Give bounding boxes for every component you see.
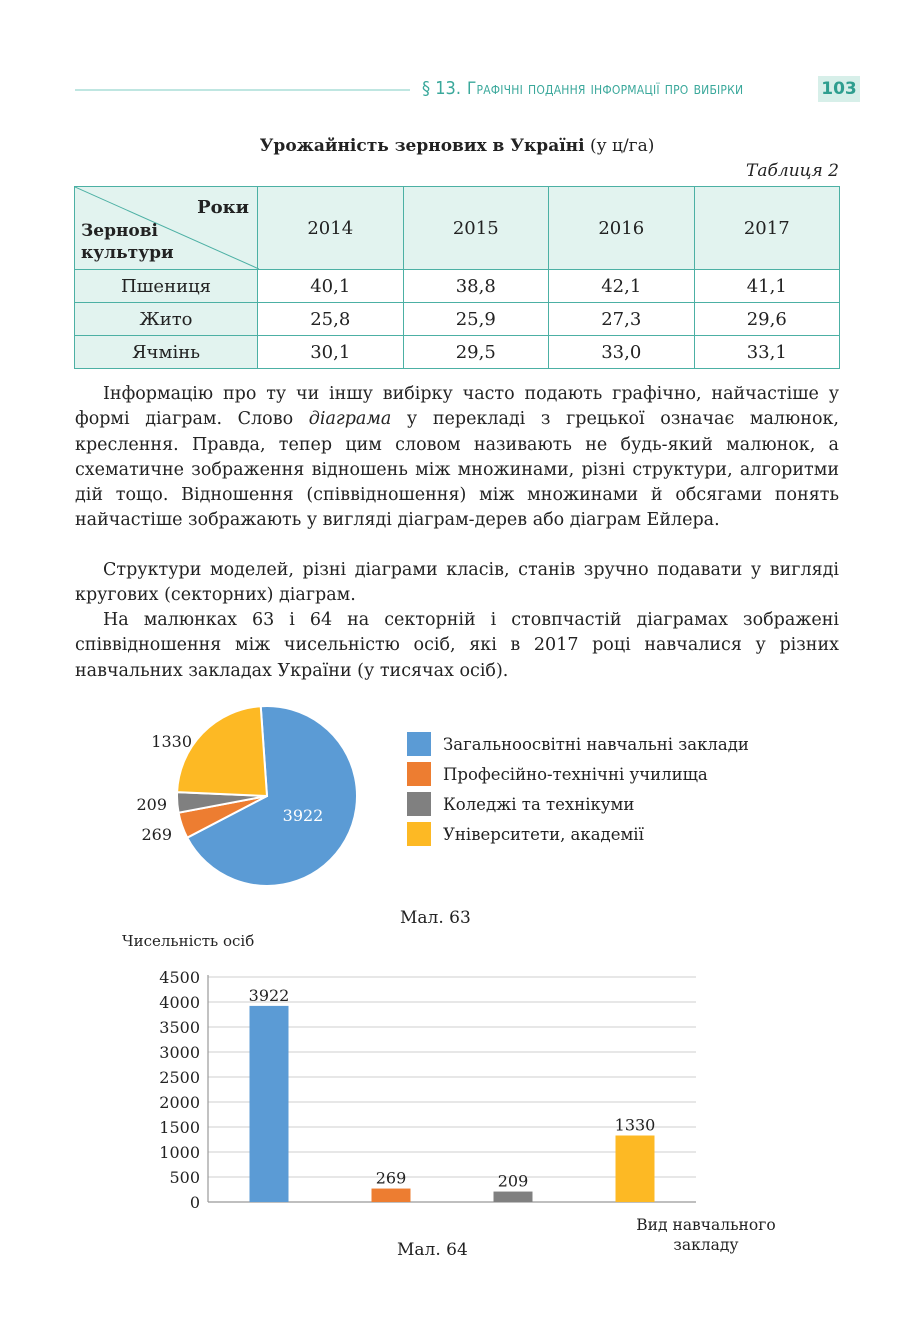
table-cell: 27,3 (549, 303, 695, 336)
figure-caption-63: Мал. 63 (400, 908, 471, 928)
bar (494, 1192, 533, 1202)
table-row (75, 336, 840, 369)
y-tick-label: 4500 (159, 968, 200, 987)
crop-name: Ячмінь (75, 336, 258, 369)
table-cell: 29,6 (694, 303, 840, 336)
section-title: Графічні подання інформації про вибірки (466, 79, 744, 99)
legend-swatch (407, 762, 431, 786)
table-cell: 25,9 (403, 303, 549, 336)
table-title (75, 135, 839, 157)
crop-name: Пшениця (75, 270, 258, 303)
running-header (422, 77, 743, 101)
paragraph-3: На малюнках 63 і 64 на секторній і стовпчастій діаграмах зображені співвідношення між чисельністю осіб, які в 2017 році навчалися у різних навчальних закладах України (у тисячах осіб). (75, 610, 839, 681)
year-header: 2014 (258, 187, 404, 270)
year-header: 2017 (694, 187, 840, 270)
italic-term: діаграма (308, 409, 392, 430)
y-tick-label: 2500 (159, 1068, 200, 1087)
section-number: § 13. (422, 78, 461, 99)
bar-data-label: 269 (375, 1168, 407, 1188)
crop-name: Жито (75, 303, 258, 336)
bar (372, 1189, 411, 1202)
legend-label: Загальноосвітні навчальні заклади (443, 734, 749, 754)
y-tick-label: 3500 (159, 1018, 200, 1037)
paragraph-1: Інформацію про ту чи іншу вибірку часто подають графічно, найчастіше у формі діаграм. Слово діаграма у перекладі з грецької означає малюнок, креслення. Правда, тепер цим словом називають не будь-який малюнок, а схематичне зображення відношень між множинами, різні структури, алгоритми дій тощо. Відношення (співвідношення) між множинами й обсягами понять найчастіше зображають у вигляді діаграм-дерев або діаграм Ейлера. (75, 384, 839, 531)
y-tick-label: 500 (169, 1168, 200, 1187)
pie-chart (120, 700, 380, 900)
pie-data-label: 3922 (282, 806, 324, 825)
legend-item (407, 759, 749, 789)
year-header: 2015 (403, 187, 549, 270)
y-tick-label: 4000 (159, 993, 200, 1012)
figure-caption-64: Мал. 64 (397, 1240, 468, 1260)
bar-data-label: 1330 (614, 1115, 656, 1135)
bar-data-label: 3922 (248, 985, 290, 1005)
header-rule (75, 89, 410, 91)
pie-data-label: 269 (141, 825, 172, 844)
paragraph-2: Структури моделей, різні діаграми класів, станів зручно подавати у вигляді кругових (секторних) діаграм. (75, 560, 839, 606)
table-caption: Таблиця 2 (746, 161, 839, 181)
x-axis-label: Вид навчального закладу (636, 1216, 776, 1254)
legend-swatch (407, 732, 431, 756)
table-corner-cell (75, 187, 258, 270)
legend-swatch (407, 822, 431, 846)
table-cell: 33,0 (549, 336, 695, 369)
table-cell: 25,8 (258, 303, 404, 336)
year-header: 2016 (549, 187, 695, 270)
legend-item (407, 789, 749, 819)
yield-table (74, 186, 840, 369)
bar-chart (118, 930, 798, 1260)
table-title-bold: Урожайність зернових в Україні (259, 136, 585, 156)
legend-swatch (407, 792, 431, 816)
legend-label: Університети, академії (443, 824, 644, 844)
pie-data-label: 209 (136, 795, 167, 814)
table-cell: 42,1 (549, 270, 695, 303)
bar (616, 1136, 655, 1203)
bar (250, 1006, 289, 1202)
y-tick-label: 3000 (159, 1043, 200, 1062)
y-tick-label: 1500 (159, 1118, 200, 1137)
pie-legend (407, 729, 749, 849)
table-row (75, 270, 840, 303)
table-cell: 30,1 (258, 336, 404, 369)
legend-item (407, 729, 749, 759)
corner-crops-label: Зернові культури (81, 221, 174, 263)
corner-years-label: Роки (197, 197, 249, 218)
legend-item (407, 819, 749, 849)
page-number: 103 (818, 76, 860, 102)
table-cell: 33,1 (694, 336, 840, 369)
y-tick-label: 2000 (159, 1093, 200, 1112)
table-cell: 41,1 (694, 270, 840, 303)
y-tick-label: 0 (189, 1193, 200, 1212)
pie-slice (177, 706, 267, 796)
table-title-unit: (у ц/га) (584, 136, 655, 156)
table-cell: 38,8 (403, 270, 549, 303)
table-cell: 29,5 (403, 336, 549, 369)
y-tick-label: 1000 (159, 1143, 200, 1162)
bar-data-label: 209 (497, 1171, 529, 1191)
legend-label: Коледжі та технікуми (443, 794, 635, 814)
table-row (75, 303, 840, 336)
y-axis-label: Чисельність осіб (122, 932, 255, 950)
pie-data-label: 1330 (151, 732, 192, 751)
legend-label: Професійно-технічні училища (443, 764, 708, 784)
table-cell: 40,1 (258, 270, 404, 303)
